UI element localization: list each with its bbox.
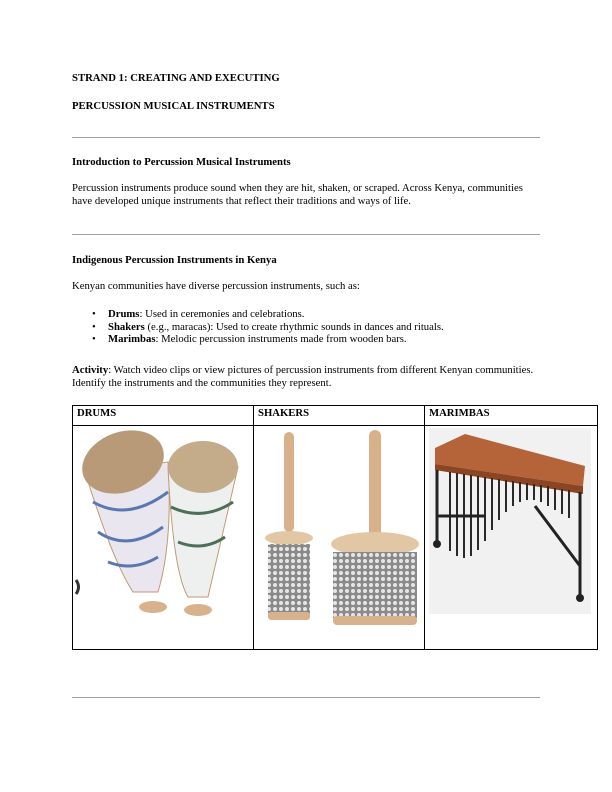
- instrument-list: [72, 308, 542, 346]
- topic-title: PERCUSSION MUSICAL INSTRUMENTS: [72, 100, 275, 112]
- header-drums: DRUMS: [73, 406, 254, 426]
- instrument-table: [72, 405, 598, 650]
- marimbas-image-cell: [425, 426, 598, 650]
- list-item: [72, 321, 542, 334]
- intro-text: Percussion instruments produce sound when they are hit, shaken, or scraped. Across Kenya, communities have developed unique instruments that reflect their traditions and ways of life.: [72, 182, 523, 207]
- shakers-image: [254, 426, 420, 646]
- description: : Melodic percussion instruments made from wooden bars.: [155, 333, 407, 345]
- header-marimbas: MARIMBAS: [425, 406, 598, 426]
- term: Shakers: [108, 320, 145, 333]
- header-shakers: SHAKERS: [254, 406, 425, 426]
- strand-title: STRAND 1: CREATING AND EXECUTING: [72, 72, 280, 84]
- description: (e.g., maracas): Used to create rhythmic sounds in dances and rituals.: [144, 320, 444, 333]
- list-item: [72, 308, 542, 321]
- drums-image-cell: [73, 426, 254, 650]
- term: Marimbas: [108, 333, 156, 345]
- list-item: [72, 333, 542, 346]
- drums-image: [73, 426, 249, 646]
- intro-heading: Introduction to Percussion Musical Instruments: [72, 156, 291, 168]
- description: : Used in ceremonies and celebrations.: [139, 308, 305, 320]
- shakers-image-cell: [254, 426, 425, 650]
- activity-text: [72, 364, 542, 390]
- activity-label: Activity: [72, 364, 109, 376]
- divider: [72, 234, 540, 235]
- indigenous-lead: Kenyan communities have diverse percussion instruments, such as:: [72, 280, 360, 292]
- divider: [72, 137, 540, 138]
- divider: [72, 697, 540, 698]
- indigenous-heading: Indigenous Percussion Instruments in Kenya: [72, 254, 277, 266]
- term: Drums: [108, 308, 140, 320]
- marimbas-image: [425, 426, 593, 646]
- activity-body: : Watch video clips or view pictures of percussion instruments from different Kenyan communities. Identify the instruments and the communities they represent.: [72, 364, 534, 389]
